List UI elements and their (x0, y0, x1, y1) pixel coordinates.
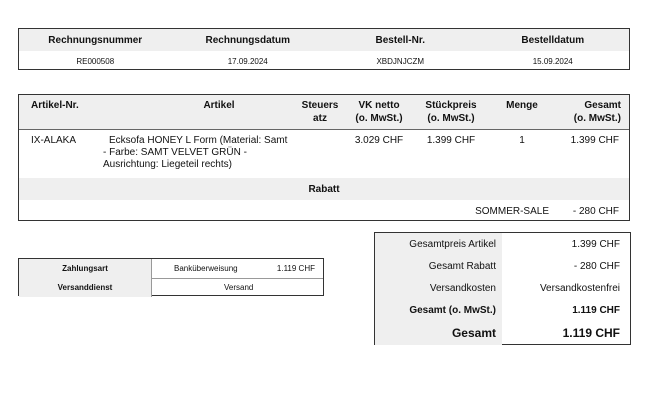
totals-discount-value: - 280 CHF (573, 260, 620, 272)
order-number-label: Bestell-Nr. (375, 34, 425, 46)
col-tax-line2: atz (313, 113, 327, 124)
totals-shipping-label: Versandkosten (375, 277, 502, 299)
discount-section-title: Rabatt (19, 178, 629, 200)
col-tax-line1: Steuers (301, 100, 339, 111)
invoice-number-value: RE000508 (76, 56, 115, 66)
order-number-value: XBDJNJCZM (376, 56, 425, 66)
shipping-method-row (19, 278, 323, 297)
discount-amount: - 280 CHF (572, 206, 619, 217)
col-vk-netto (343, 99, 415, 125)
invoice-header-values (19, 51, 629, 71)
shipping-method-value: Versand (224, 283, 254, 292)
payment-method-row (19, 259, 323, 279)
payment-method-value: Banküberweisung (174, 264, 238, 273)
invoice-header-table (18, 28, 630, 70)
totals-discount-label: Gesamt Rabatt (375, 255, 502, 277)
col-unit-line2: (o. MwSt.) (427, 113, 475, 124)
totals-discount-row (375, 255, 630, 277)
row-qty: 1 (519, 135, 525, 146)
row-article-line3: Ausrichtung: Liegeteil rechts) (103, 159, 232, 170)
col-unit-price (415, 99, 487, 125)
payment-table (18, 258, 324, 296)
col-article: Artikel (203, 100, 235, 111)
invoice-header-labels (19, 29, 629, 51)
totals-shipping-value: Versandkostenfrei (539, 282, 620, 294)
totals-grand-row (375, 321, 630, 345)
order-date-value: 15.09.2024 (532, 56, 573, 66)
totals-table (374, 232, 631, 345)
col-total-line1: Gesamt (584, 100, 621, 111)
totals-items-value: 1.399 CHF (571, 238, 620, 250)
totals-grand-label: Gesamt (375, 321, 502, 345)
totals-grand-value: 1.119 CHF (562, 326, 620, 340)
row-article-no: IX-ALAKA (31, 135, 77, 146)
col-article-no: Artikel-Nr. (31, 100, 79, 111)
col-vk-line1: VK netto (358, 100, 400, 111)
row-article-line1: Ecksofa HONEY L Form (Material: Samt (109, 135, 288, 146)
totals-items-row (375, 233, 630, 255)
invoice-date-label: Rechnungsdatum (205, 34, 290, 46)
row-total: 1.399 CHF (570, 135, 619, 146)
invoice-date-value: 17.09.2024 (227, 56, 268, 66)
totals-items-label: Gesamtpreis Artikel (375, 233, 502, 255)
items-table (18, 94, 630, 221)
row-unit-price: 1.399 CHF (426, 135, 476, 146)
items-table-header (19, 95, 629, 130)
col-unit-line1: Stückpreis (425, 100, 477, 111)
col-vk-line2: (o. MwSt.) (355, 113, 403, 124)
shipping-method-label: Versanddienst (19, 278, 152, 297)
col-tax (289, 99, 351, 125)
col-total (541, 99, 621, 125)
totals-net-value: 1.119 CHF (572, 304, 620, 316)
row-article-description (103, 135, 303, 171)
payment-amount: 1.119 CHF (276, 264, 315, 273)
invoice-number-label: Rechnungsnummer (48, 34, 143, 46)
order-date-label: Bestelldatum (521, 34, 585, 46)
col-total-line2: (o. MwSt.) (573, 113, 621, 124)
row-vk-netto: 3.029 CHF (354, 135, 404, 146)
col-qty: Menge (506, 100, 538, 111)
totals-net-label: Gesamt (o. MwSt.) (375, 299, 502, 321)
row-article-line2: - Farbe: SAMT VELVET GRÜN - (103, 147, 247, 158)
totals-net-row (375, 299, 630, 321)
payment-method-label: Zahlungsart (19, 259, 152, 278)
discount-name: SOMMER-SALE (475, 206, 549, 217)
totals-shipping-row (375, 277, 630, 299)
